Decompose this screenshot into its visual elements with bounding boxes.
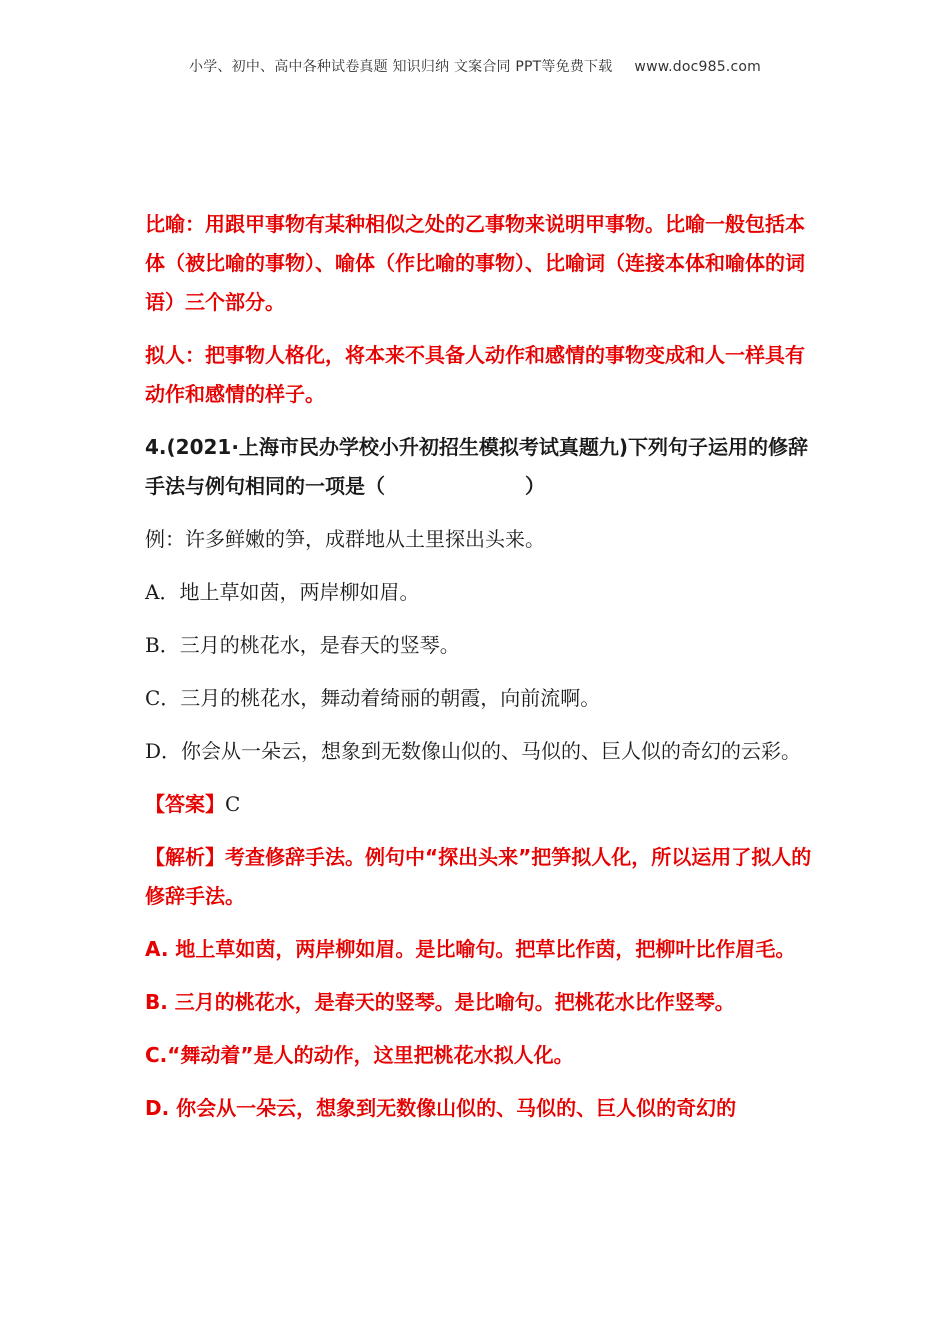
analysis-item-d: D. 你会从一朵云，想象到无数像山似的、马似的、巨人似的奇幻的	[145, 1096, 737, 1120]
definition-metaphor: 比喻：用跟甲事物有某种相似之处的乙事物来说明甲事物。比喻一般包括本体（被比喻的事物）、喻体（作比喻的事物）、比喻词（连接本体和喻体的词语）三个部分。	[145, 212, 805, 314]
definition-personification: 拟人：把事物人格化，将本来不具备人动作和感情的事物变成和人一样具有动作和感情的样子。	[145, 343, 805, 406]
question-stem-end: ）	[525, 474, 545, 498]
analysis-item-a: A. 地上草如茵，两岸柳如眉。是比喻句。把草比作茵，把柳叶比作眉毛。	[145, 937, 796, 961]
option-a: A．地上草如茵，两岸柳如眉。	[145, 580, 420, 604]
header-site-link[interactable]: www.doc985.com	[634, 59, 761, 75]
answer-label: 【答案】	[145, 792, 225, 816]
option-c: C．三月的桃花水，舞动着绮丽的朝霞，向前流啊。	[145, 686, 601, 710]
analysis-intro: 【解析】考查修辞手法。例句中“探出头来”把笋拟人化，所以运用了拟人的修辞手法。	[145, 845, 812, 908]
option-b: B．三月的桃花水，是春天的竖琴。	[145, 633, 460, 657]
document-body	[145, 205, 815, 1142]
page-header	[0, 56, 950, 76]
answer-line	[145, 785, 815, 824]
answer-value: C	[225, 792, 241, 816]
question-stem	[145, 428, 815, 506]
header-text: 小学、初中、高中各种试卷真题 知识归纳 文案合同 PPT等免费下载	[189, 59, 613, 75]
option-d: D．你会从一朵云，想象到无数像山似的、马似的、巨人似的奇幻的云彩。	[145, 739, 802, 763]
analysis-item-c: C.“舞动着”是人的动作，这里把桃花水拟人化。	[145, 1043, 574, 1067]
question-stem-text: 4.(2021·上海市民办学校小升初招生模拟考试真题九)下列句子运用的修辞手法与例句相同的一项是（	[145, 435, 809, 498]
analysis-item-b: B. 三月的桃花水，是春天的竖琴。是比喻句。把桃花水比作竖琴。	[145, 990, 735, 1014]
question-example: 例：许多鲜嫩的笋，成群地从土里探出头来。	[145, 527, 545, 551]
